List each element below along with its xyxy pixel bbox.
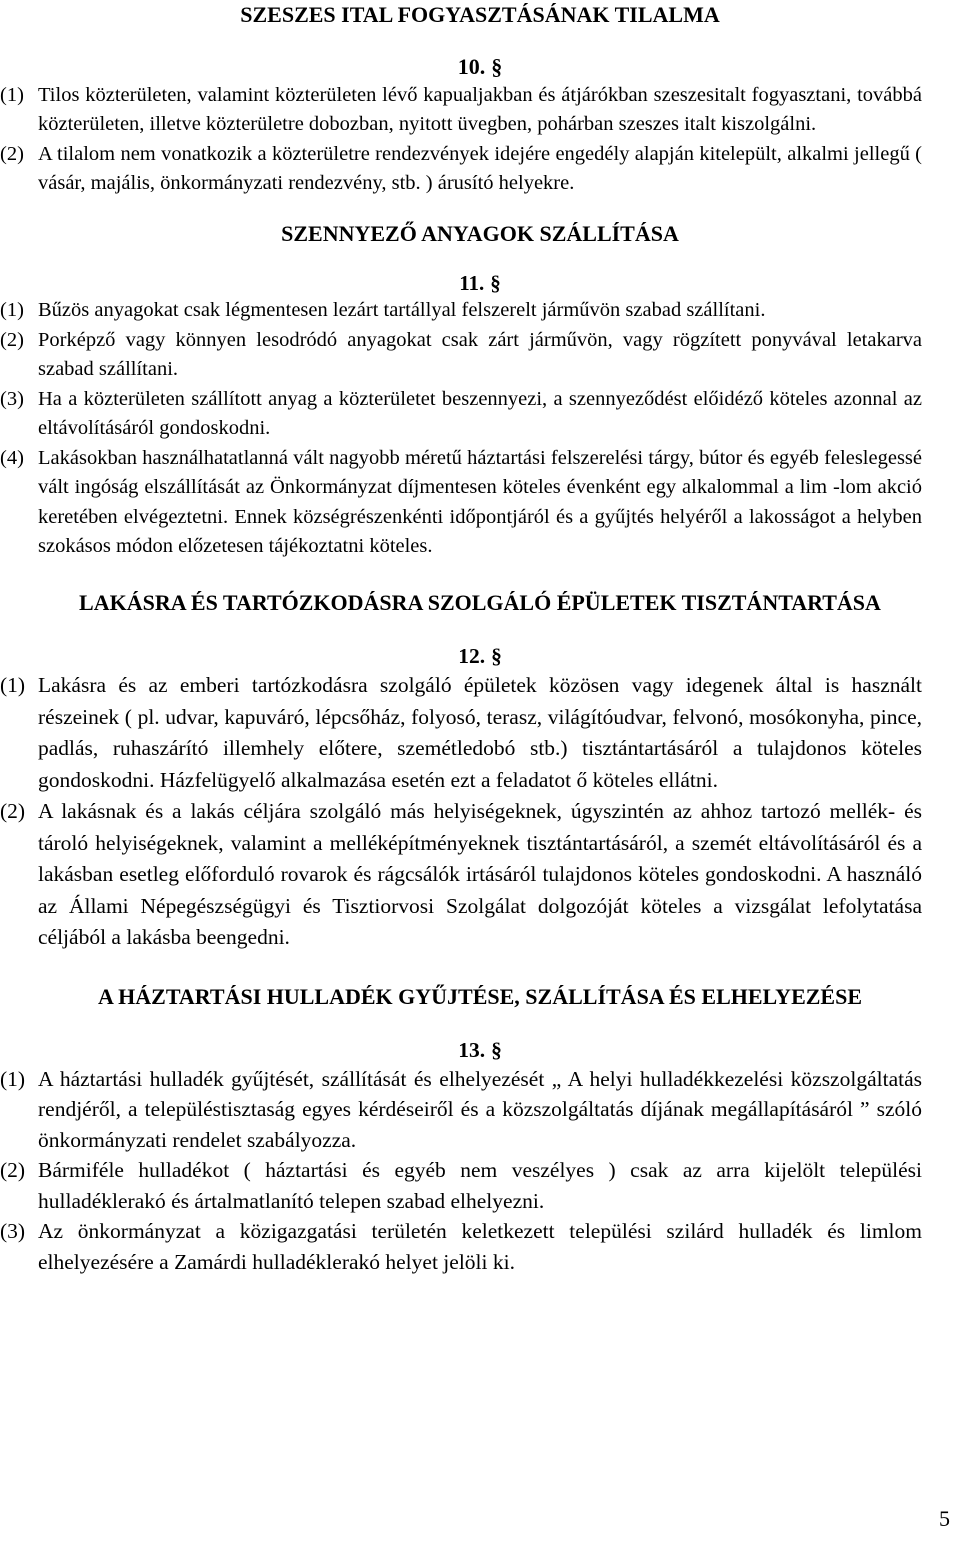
clause-number: (1) bbox=[0, 673, 26, 698]
paragraph-number bbox=[38, 54, 922, 80]
paragraph-number bbox=[38, 271, 922, 296]
clause-number: (2) bbox=[0, 328, 24, 351]
section-13 bbox=[0, 983, 922, 1278]
paragraph-number-value: 10. bbox=[457, 54, 486, 80]
paragraph-number-value: 13. bbox=[458, 1037, 486, 1062]
clause bbox=[0, 326, 922, 385]
clause bbox=[0, 1064, 922, 1156]
clause-text: A lakásnak és a lakás céljára szolgáló más helyiségeknek, úgyszintén az ahhoz tartozó mellék- és tároló helyiségeknek, valamint a melléképítményeknek tisztántartásáról, a szemét eltávolításáról és a lakásban esetleg előforduló rovarok és rágcsálók irtásáról tulajdonos köteles gondoskodni. A használó az Állami Népegészségügyi és Tisztiorvosi Szolgálat dolgozóját köteles a vizsgálat lefolytatása céljából a lakásba beengedni. bbox=[38, 799, 922, 950]
clause-number: (1) bbox=[0, 299, 24, 322]
clause-text: Lakásra és az emberi tartózkodásra szolgáló épületek közösen vagy idegenek által is használt részeinek ( pl. udvar, kapuváró, lépcsőház, folyosó, terasz, világítóudvar, felvonó, mosókonyha, pince, padlás, ruhaszárító illemhely előtere, szemétledobó stb.) tisztántartásáról a tulajdonos köteles gondoskodni. Házfelügyelő alkalmazása esetén ezt a feladatot ő köteles ellátni. bbox=[38, 673, 922, 792]
clause-number: (2) bbox=[0, 1158, 26, 1183]
clause-number: (3) bbox=[0, 387, 24, 410]
clause-text: Porképző vagy könnyen lesodródó anyagokat csak zárt járművön, vagy rögzített ponyvával letakarva szabad szállítani. bbox=[38, 328, 922, 381]
clause-number: (2) bbox=[0, 799, 26, 824]
clause-text: Ha a közterületen szállított anyag a közterületet beszennyezi, a szennyeződést előidéző köteles azonnal az eltávolításáról gondoskodni. bbox=[38, 387, 922, 440]
clause bbox=[0, 140, 922, 199]
paragraph-number-value: 12. bbox=[458, 644, 486, 669]
clause-text: Tilos közterületen, valamint közterületen lévő kapualjakban és átjárókban szeszesitalt fogyasztani, továbbá közterületen, illetve közterületre dobozban, nyitott üvegben, pohárban szeszes italt kiszolgálni. bbox=[38, 83, 922, 136]
clause-number: (2) bbox=[0, 142, 24, 165]
section-heading: A HÁZTARTÁSI HULLADÉK GYŰJTÉSE, SZÁLLÍTÁSA ÉS ELHELYEZÉSE bbox=[98, 983, 862, 1009]
clause-number: (1) bbox=[0, 83, 24, 106]
clause bbox=[0, 81, 922, 140]
section-12 bbox=[0, 589, 922, 954]
clause-number: (3) bbox=[0, 1219, 26, 1244]
clause bbox=[0, 385, 922, 444]
section-sign: § bbox=[491, 54, 503, 80]
clause bbox=[0, 296, 922, 326]
clause bbox=[0, 1216, 922, 1277]
paragraph-number bbox=[38, 1038, 922, 1064]
section-sign: § bbox=[491, 644, 502, 669]
clause bbox=[0, 1155, 922, 1216]
clause-text: Bármiféle hulladékot ( háztartási és egyéb nem veszélyes ) csak az arra kijelölt települési hulladéklerakó és ártalmatlanító telepen szabad elhelyezni. bbox=[38, 1158, 922, 1213]
section-heading: LAKÁSRA ÉS TARTÓZKODÁSRA SZOLGÁLÓ ÉPÜLETEK TISZTÁNTARTÁSA bbox=[79, 589, 881, 615]
section-11 bbox=[0, 220, 922, 562]
clause-text: A háztartási hulladék gyűjtését, szállítását és elhelyezését „ A helyi hulladékkezelési közszolgáltatás rendjéről, a településtisztaság egyes kérdéseiről és a közszolgáltatás díjának megállapításáról ” szóló önkormányzati rendelet szabályozza. bbox=[38, 1066, 922, 1152]
page-number: 5 bbox=[939, 1506, 950, 1531]
section-sign: § bbox=[490, 271, 501, 296]
clause-text: A tilalom nem vonatkozik a közterületre rendezvények idejére engedély alapján kitelepült, alkalmi jellegű ( vásár, majális, önkormányzati rendezvény, stb. ) árusító helyekre. bbox=[38, 142, 922, 195]
paragraph-number-value: 11. bbox=[459, 271, 485, 296]
clause-number: (1) bbox=[0, 1066, 26, 1091]
clause-text: Bűzös anyagokat csak légmentesen lezárt tartállyal felszerelt járművön szabad szállítani. bbox=[38, 299, 766, 322]
section-heading: SZESZES ITAL FOGYASZTÁSÁNAK TILALMA bbox=[240, 2, 720, 27]
clause bbox=[0, 670, 922, 796]
clause-text: Lakásokban használhatatlanná vált nagyobb méretű háztartási felszerelési tárgy, bútor és egyéb feleslegessé vált ingóság elszállítását az Önkormányzat díjmentesen köteles évenként egy alkalommal a lim -lom akció keretében elvégeztetni. Ennek községrészenkénti időpontjáról és a gyűjtés helyéről a lakosságot a helyben szokásos módon előzetesen tájékoztatni köteles. bbox=[38, 446, 922, 558]
clause-number: (4) bbox=[0, 446, 24, 469]
section-sign: § bbox=[491, 1037, 502, 1062]
clause bbox=[0, 444, 922, 562]
section-10 bbox=[0, 0, 922, 199]
clause-text: Az önkormányzat a közigazgatási területén keletkezett települési szilárd hulladék és limlom elhelyezésére a Zamárdi hulladéklerakó helyet jelöli ki. bbox=[38, 1219, 922, 1274]
section-heading: SZENNYEZŐ ANYAGOK SZÁLLÍTÁSA bbox=[281, 220, 679, 246]
clause bbox=[0, 796, 922, 954]
paragraph-number bbox=[38, 644, 922, 670]
